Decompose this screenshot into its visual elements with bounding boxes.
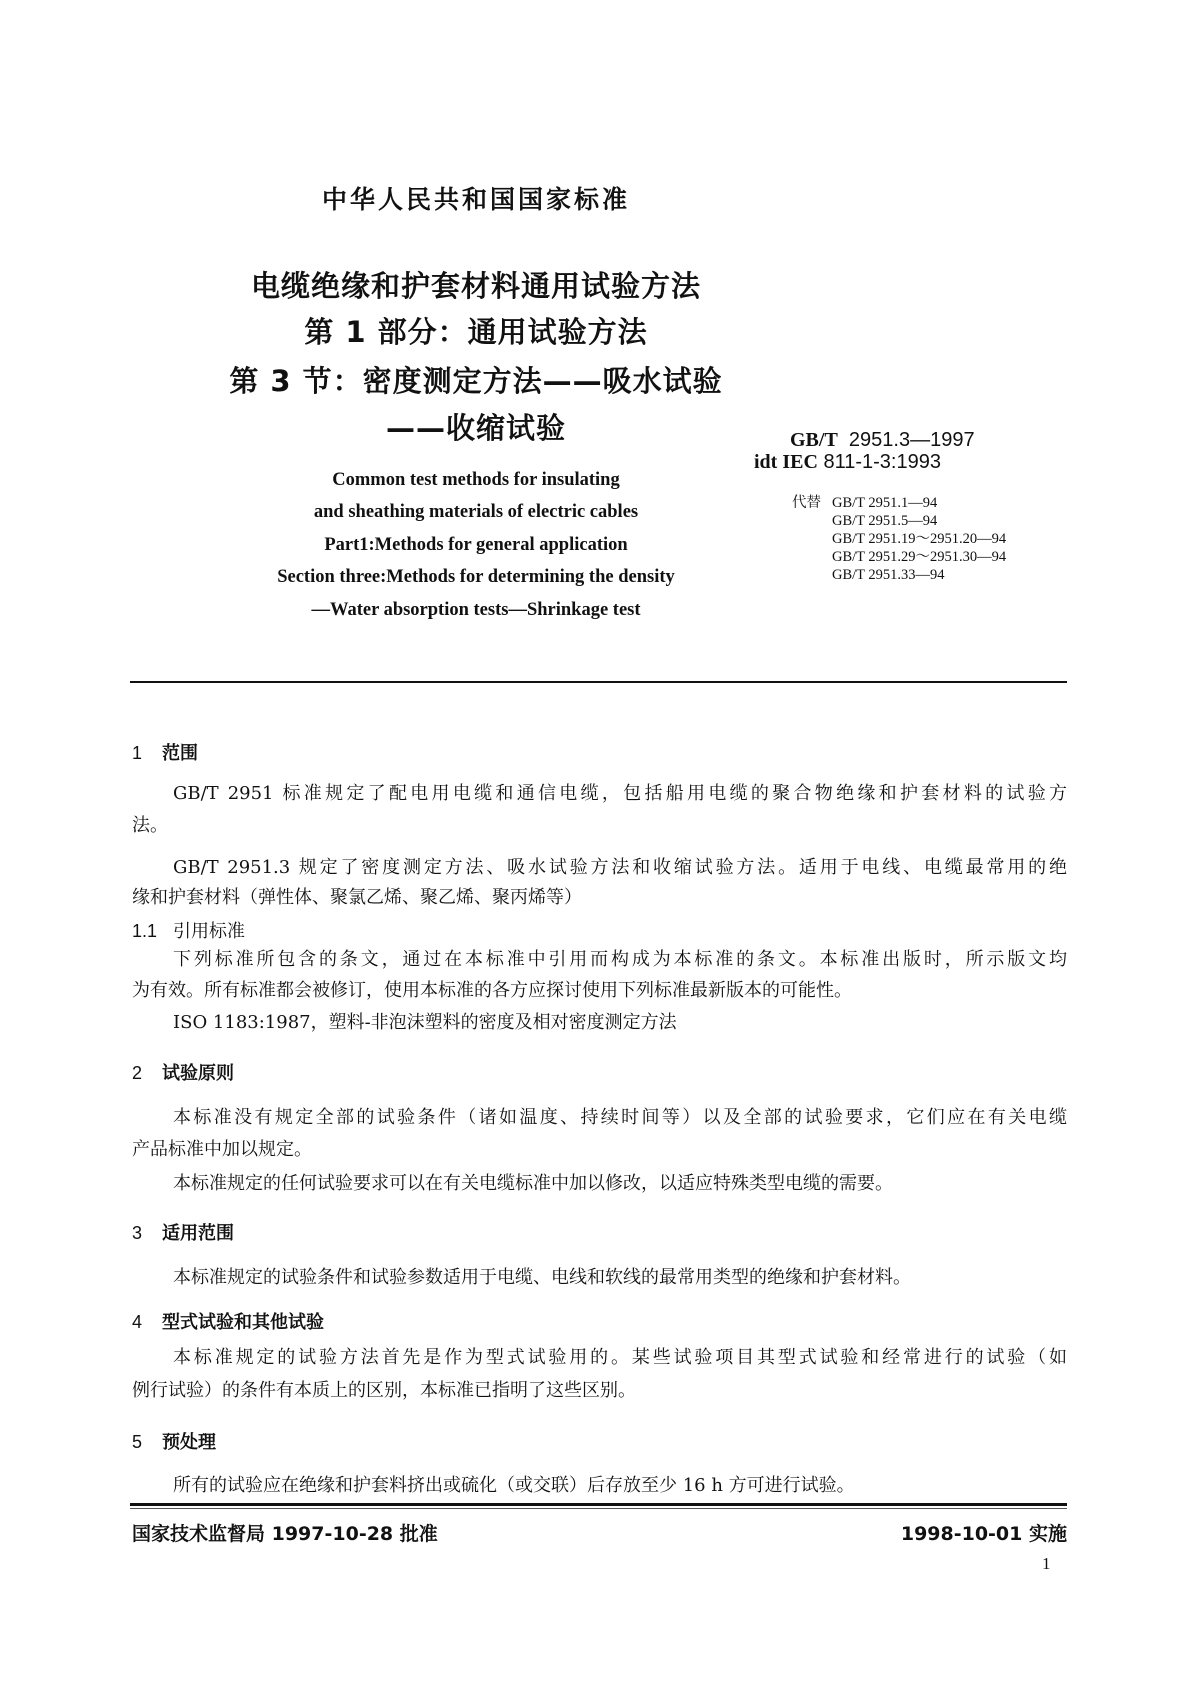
paragraph-line: GB/T 2951 标准规定了配电用电缆和通信电缆，包括船用电缆的聚合物绝缘和护套材料的试验方 <box>173 783 1067 804</box>
footer-divider-thin <box>130 1508 1067 1509</box>
section-number: 2 <box>132 1063 143 1083</box>
section-title: 适用范围 <box>162 1223 234 1244</box>
paragraph-line: 例行试验）的条件有本质上的区别，本标准已指明了这些区别。 <box>132 1380 636 1401</box>
paragraph-line: GB/T 2951.3 规定了密度测定方法、吸水试验方法和收缩试验方法。适用于电线、电缆最常用的绝 <box>173 857 1067 878</box>
footer-divider-thick <box>130 1503 1067 1506</box>
paragraph-line: ISO 1183:1987，塑料-非泡沫塑料的密度及相对密度测定方法 <box>173 1012 677 1033</box>
standard-number <box>790 429 975 452</box>
paragraph-line: 所有的试验应在绝缘和护套料挤出或硫化（或交联）后存放至少 16 h 方可进行试验。 <box>173 1475 855 1496</box>
title-line: 电缆绝缘和护套材料通用试验方法 <box>250 269 701 303</box>
paragraph-line: 为有效。所有标准都会被修订，使用本标准的各方应探讨使用下列标准最新版本的可能性。 <box>132 980 852 1001</box>
paragraph-line: 本标准没有规定全部的试验条件（诸如温度、持续时间等）以及全部的试验要求，它们应在有关电缆 <box>173 1107 1067 1128</box>
header-divider <box>130 681 1067 683</box>
page-number: 1 <box>1042 1554 1051 1573</box>
idt-number-value: 811-1-3:1993 <box>823 451 941 473</box>
paragraph-line: 产品标准中加以规定。 <box>132 1139 312 1160</box>
national-standard-heading: 中华人民共和国国家标准 <box>321 185 630 214</box>
english-title-line: Common test methods for insulating <box>332 470 620 490</box>
section-3-heading <box>132 1219 234 1245</box>
title-line: ——收缩试验 <box>385 411 566 445</box>
english-title-line: —Water absorption tests—Shrinkage test <box>311 600 641 620</box>
section-2-heading <box>132 1059 234 1085</box>
replaced-standard: GB/T 2951.33—94 <box>832 567 945 583</box>
paragraph-line: 本标准规定的试验条件和试验参数适用于电缆、电线和软线的最常用类型的绝缘和护套材料。 <box>173 1267 911 1288</box>
replaced-standard: GB/T 2951.5—94 <box>832 513 938 529</box>
section-title: 预处理 <box>162 1432 216 1453</box>
section-number: 5 <box>132 1432 143 1452</box>
section-title: 引用标准 <box>173 921 245 942</box>
effective-date: 1998-10-01 实施 <box>900 1523 1067 1545</box>
paragraph-line: 本标准规定的任何试验要求可以在有关电缆标准中加以修改，以适应特殊类型电缆的需要。 <box>173 1173 893 1194</box>
paragraph-line: 缘和护套材料（弹性体、聚氯乙烯、聚乙烯、聚丙烯等） <box>132 887 582 908</box>
title-line: 第 1 部分：通用试验方法 <box>304 315 648 349</box>
english-title-line: and sheathing materials of electric cables <box>313 502 639 522</box>
section-number: 1.1 <box>132 921 158 941</box>
section-4-heading <box>132 1308 324 1334</box>
section-number: 3 <box>132 1223 143 1243</box>
paragraph-line: 下列标准所包含的条文，通过在本标准中引用而构成为本标准的条文。本标准出版时，所示版文均 <box>173 949 1067 970</box>
section-number: 1 <box>132 743 143 763</box>
section-1-heading <box>132 739 198 765</box>
replaces-label: 代替 <box>792 495 821 511</box>
idt-prefix: idt IEC <box>754 451 818 473</box>
standard-number-value: 2951.3—1997 <box>848 429 975 451</box>
section-number: 4 <box>132 1312 143 1332</box>
replaced-standard: GB/T 2951.19～2951.20—94 <box>832 531 1007 547</box>
section-title: 试验原则 <box>162 1063 234 1084</box>
section-title: 型式试验和其他试验 <box>162 1312 324 1333</box>
section-title: 范围 <box>162 743 198 764</box>
paragraph-line: 法。 <box>132 815 168 836</box>
replaced-standard: GB/T 2951.1—94 <box>832 495 938 511</box>
title-line: 第 3 节：密度测定方法——吸水试验 <box>229 364 723 398</box>
section-1-1-heading <box>132 917 245 943</box>
paragraph-line: 本标准规定的试验方法首先是作为型式试验用的。某些试验项目其型式试验和经常进行的试验（如 <box>173 1347 1067 1368</box>
english-title-line: Section three:Methods for determining the density <box>277 567 675 587</box>
section-5-heading <box>132 1428 216 1454</box>
standard-prefix: GB/T <box>790 429 838 451</box>
replaced-standard: GB/T 2951.29～2951.30—94 <box>832 549 1007 565</box>
approval-date: 国家技术监督局 1997-10-28 批准 <box>132 1523 438 1545</box>
english-title-line: Part1:Methods for general application <box>324 535 628 555</box>
